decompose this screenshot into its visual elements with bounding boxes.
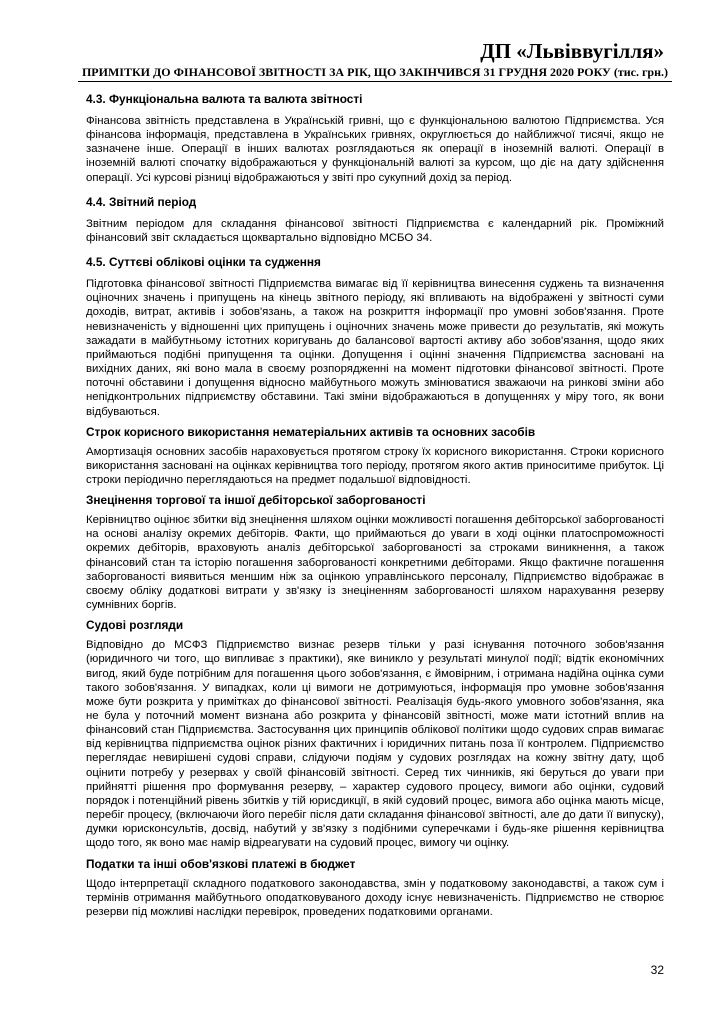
section-paragraph: Звітним періодом для складання фінансової звітності Підприємства є календарний рік. Проміжний фінансовий звіт складається щоквартально відповідно МСБО 34. — [86, 217, 664, 244]
section-heading: 4.3. Функціональна валюта та валюта звітності — [86, 92, 363, 106]
subsection-taxes — [86, 857, 664, 919]
section-paragraph: Підготовка фінансової звітності Підприємства вимагає від її керівництва винесення суджень та визначення оціночних значень і припущень на кінець звітного періоду, які впливають на відображені у звітності суми доходів, витрат, активів і зобов'язань, а також на розкриття інформації про умовні зобов'язання. Проте невизначеність у відношенні цих припущень і оціночних значень може привести до результатів, які можуть зажадати в майбутньому істотних коригувань до балансової вартості активу або зобов'язання, щодо яких приймаються подібні припущення та оцінки. Допущення і оцінні значення Підприємства засновані на вихідних даних, які воно мала в своєму розпорядженні на момент підготовки фінансової звітності. Проте поточні обставини і допущення відносно майбутнього можуть змінюватися зважаючи на ринкові зміни або непідконтрольних підприємству обставини. Такі зміни відображаються в допущеннях у міру того, як вони відбуваються. — [86, 278, 664, 418]
section-heading: 4.4. Звітний період — [86, 194, 197, 209]
document-subtitle: ПРИМІТКИ ДО ФІНАНСОВОЇ ЗВІТНОСТІ ЗА РІК, ЩО ЗАКІНЧИВСЯ 31 ГРУДНЯ 2020 РОКУ (тис. грн.) — [78, 65, 672, 82]
company-name: ДП «Львіввугілля» — [480, 39, 664, 63]
section-estimates-judgements — [86, 255, 664, 419]
subsection-paragraph: Відповідно до МСФЗ Підприємство визнає резерв тільки у разі існування поточного зобов'язання (юридичного чи того, що випливає з практики), яке виникло у результаті минулої події; відтік економічних вигод, який буде потрібним для погашення цього зобов'язання, є ймовірним, і отримана надійна оцінка суми такого зобов'язання. У випадках, коли ці вимоги не дотримуються, інформація про умовне зобов'язання може бути розкрита у примітках до фінансової звітності. Реалізація будь-якого умовного зобов'язання, яка не була у поточний момент визнана або розкрита у фінансовій звітності, може мати істотний вплив на фінансовий стан Підприємства. Застосування цих принципів облікової політики щодо судових справ вимагає від керівництва підприємства оцінок різних фактичних і юридичних питань поза її контролем. Підприємство переглядає невирішені судові справи, слідуючи подіям у судових розглядах на кожну звітну дату, щоб оцінити потребу у резервах у своїй фінансовій звітності. Серед тих чинників, які беруться до уваги при прийнятті рішення про формування резерву, – характер судового процесу, вимоги або оцінки, судовий порядок і потенційний рівень збитків у тій юрисдикції, в якій судовий процес, вимога або оцінка мають місце, перебіг процесу, (включаючи його перебіг після дати складання фінансової звітності, але до дати її випуску), думки юрисконсультів, досвід, набутий у зв'язку з подібними суперечками і будь-яке рішення керівництва щодо того, як воно має намір відреагувати на судовий процес, вимогу чи оцінку. — [86, 639, 664, 850]
page-number: 32 — [650, 963, 664, 977]
section-paragraph: Фінансова звітність представлена в Українській гривні, що є функціональною валютою Підприємства. Уся фінансова інформація, представлена в Українських гривнях, округлюється до найближчої тисячі, якщо не зазначене інше. Операції в інших валютах розглядаються як операції в іноземній валюті. Операції в іноземній валюті спочатку відображаються у функціональній валюті за курсом, що діє на дату здійснення операції. Усі курсові різниці відображаються у звіті про сукупний дохід за період. — [86, 115, 664, 184]
section-heading: 4.5. Суттєві облікові оцінки та судження — [86, 255, 321, 270]
subsection-litigation — [86, 618, 664, 850]
subsection-heading: Строк корисного використання нематеріальних активів та основних засобів — [86, 424, 536, 439]
subsection-heading: Судові розгляди — [86, 618, 184, 633]
subsection-paragraph: Щодо інтерпретації складного податкового законодавства, змін у податковому законодавстві, а також сум і термінів отримання майбутнього оподатковуваного доходу існує невизначеність. Підприємство не створює резерви під можливі наслідки перевірок, проведених податковими органами. — [86, 877, 664, 918]
subsection-heading: Знецінення торгової та іншої дебіторської заборгованості — [86, 493, 426, 508]
subsection-heading: Податки та інші обов'язкові платежі в бюджет — [86, 856, 356, 871]
subsection-paragraph: Керівництво оцінює збитки від знецінення шляхом оцінки можливості погашення дебіторської заборгованості на основі аналізу окремих дебіторів. Факти, що приймаються до уваги в ході оцінки платоспроможності окремих дебіторів, враховують аналіз дебіторської заборгованості за строками виникнення, а також фінансовий стан та історію погашення заборгованості конкретними дебіторами. Якщо фактичне погашення заборгованості виявиться меншим ніж за оцінкою управлінського персоналу, Підприємство відображає в своєму обліку додаткові витрати у зв'язку із знеціненням заборгованості шляхом нарахування резерву сумнівних боргів. — [86, 514, 664, 612]
subsection-useful-life — [86, 425, 664, 487]
subsection-receivables-impairment — [86, 493, 664, 612]
subsection-paragraph: Амортизація основних засобів нараховується протягом строку їх корисного використання. Строки корисного використання засновані на оцінках керівництва того періоду, протягом якого актив приноситиме прибуток. Ці строки періодично переглядаються на предмет подальшої відповідності. — [86, 445, 664, 486]
section-functional-currency — [86, 92, 664, 185]
section-reporting-period — [86, 195, 664, 245]
